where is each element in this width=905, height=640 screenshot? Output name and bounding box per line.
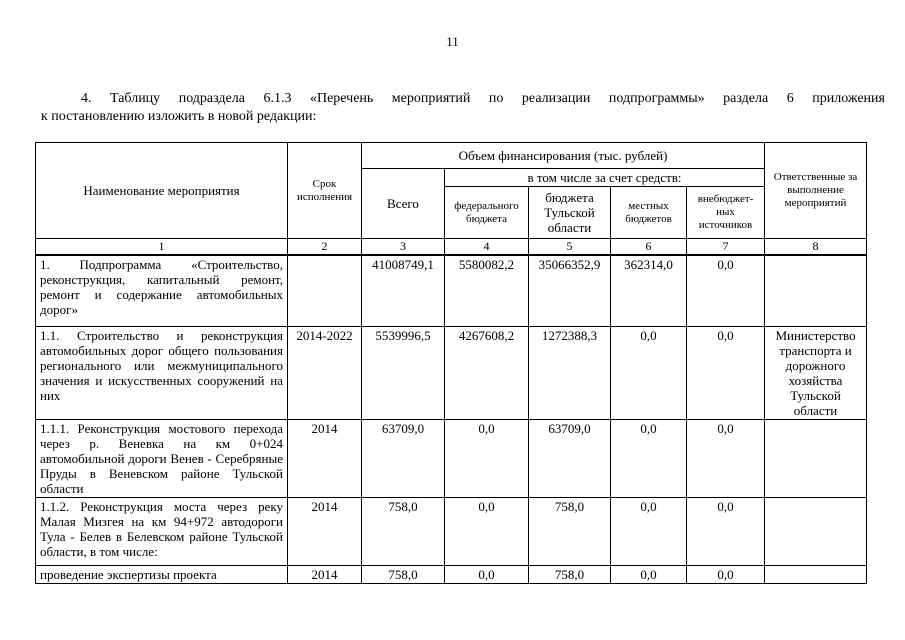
header-term: Срок исполнения — [288, 143, 362, 239]
row-name: проведение экспертизы проекта — [36, 566, 288, 584]
intro-line-1: 4. Таблицу подраздела 6.1.3 «Перечень мероприятий по реализации подпрограммы» раздела 6 приложения — [81, 91, 885, 106]
row-local: 362314,0 — [611, 255, 687, 327]
row-total: 63709,0 — [362, 420, 445, 498]
row-term: 2014 — [288, 566, 362, 584]
row-responsible — [765, 566, 867, 584]
header-local: местных бюджетов — [611, 187, 687, 239]
row-extra: 0,0 — [687, 255, 765, 327]
row-extra: 0,0 — [687, 498, 765, 566]
col-number: 5 — [529, 239, 611, 255]
row-extra: 0,0 — [687, 566, 765, 584]
row-regional: 758,0 — [529, 498, 611, 566]
col-number: 4 — [445, 239, 529, 255]
header-name: Наименование мероприятия — [36, 143, 288, 239]
row-responsible: Министерство транспорта и дорожного хозяйства Тульской области — [765, 327, 867, 420]
row-regional: 1272388,3 — [529, 327, 611, 420]
row-federal: 0,0 — [445, 420, 529, 498]
row-responsible — [765, 255, 867, 327]
col-number: 3 — [362, 239, 445, 255]
header-extra: внебюджет-ных источников — [687, 187, 765, 239]
col-number: 2 — [288, 239, 362, 255]
row-term: 2014-2022 — [288, 327, 362, 420]
row-responsible — [765, 498, 867, 566]
row-local: 0,0 — [611, 566, 687, 584]
row-local: 0,0 — [611, 498, 687, 566]
row-federal: 4267608,2 — [445, 327, 529, 420]
intro-paragraph — [41, 90, 885, 126]
row-name: 1.1.1. Реконструкция мостового перехода через р. Веневка на км 0+024 автомобильной дороги Венев - Серебряные Пруды в Веневском районе Тульской области — [36, 420, 288, 498]
row-regional: 63709,0 — [529, 420, 611, 498]
column-number-row — [36, 239, 867, 255]
row-local: 0,0 — [611, 420, 687, 498]
table-row — [36, 255, 867, 327]
col-number: 1 — [36, 239, 288, 255]
table-row — [36, 498, 867, 566]
header-including: в том числе за счет средств: — [445, 169, 765, 187]
row-name: 1.1.2. Реконструкция моста через реку Малая Мизгея на км 94+972 автодороги Тула - Белев в Белевском районе Тульской области, в том числе: — [36, 498, 288, 566]
row-term: 2014 — [288, 420, 362, 498]
row-extra: 0,0 — [687, 420, 765, 498]
row-term: 2014 — [288, 498, 362, 566]
header-funding: Объем финансирования (тыс. рублей) — [362, 143, 765, 169]
row-total: 5539996,5 — [362, 327, 445, 420]
row-total: 758,0 — [362, 498, 445, 566]
table-row — [36, 327, 867, 420]
col-number: 8 — [765, 239, 867, 255]
row-federal: 0,0 — [445, 498, 529, 566]
header-regional: бюджета Тульской области — [529, 187, 611, 239]
row-name: 1.1. Строительство и реконструкция автомобильных дорог общего пользования регионального или межмуниципального значения и искусственных сооружений на них — [36, 327, 288, 420]
row-regional: 758,0 — [529, 566, 611, 584]
row-term — [288, 255, 362, 327]
table-row — [36, 420, 867, 498]
intro-line-2: к постановлению изложить в новой редакции: — [41, 109, 317, 124]
col-number: 6 — [611, 239, 687, 255]
row-federal: 0,0 — [445, 566, 529, 584]
row-federal: 5580082,2 — [445, 255, 529, 327]
row-responsible — [765, 420, 867, 498]
header-responsible: Ответственные за выполнение мероприятий — [765, 143, 867, 239]
row-extra: 0,0 — [687, 327, 765, 420]
page-number: 11 — [446, 34, 459, 49]
header-federal: федерального бюджета — [445, 187, 529, 239]
header-total: Всего — [362, 169, 445, 239]
row-regional: 35066352,9 — [529, 255, 611, 327]
row-local: 0,0 — [611, 327, 687, 420]
header-row-1 — [36, 143, 867, 169]
table-row — [36, 566, 867, 584]
row-total: 758,0 — [362, 566, 445, 584]
measures-table — [35, 142, 867, 584]
row-name: 1. Подпрограмма «Строительство, реконструкция, капитальный ремонт, ремонт и содержание автомобильных дорог» — [36, 255, 288, 327]
row-total: 41008749,1 — [362, 255, 445, 327]
col-number: 7 — [687, 239, 765, 255]
